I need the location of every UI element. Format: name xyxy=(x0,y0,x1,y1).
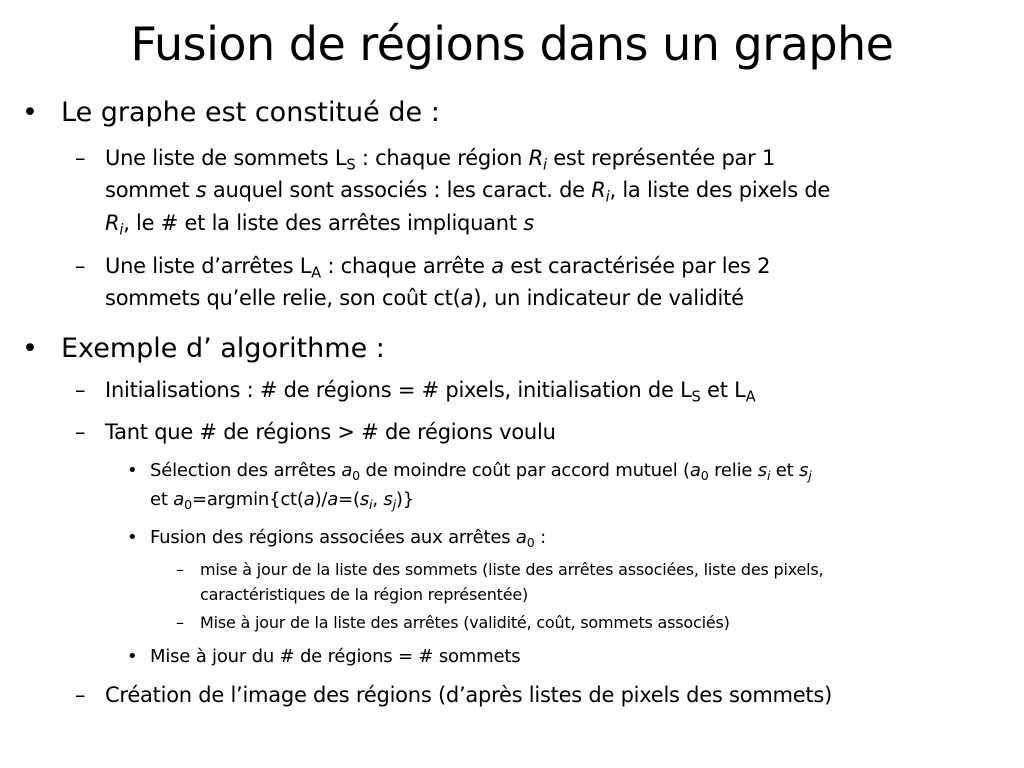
item-region-count-update: Mise à jour du # de régions = # sommets xyxy=(150,646,521,667)
dash-marker: – xyxy=(75,146,86,170)
bullet-marker: • xyxy=(22,333,38,364)
item-edge-selection: Sélection des arrêtes $a_0$ de moindre coût par accord mutuel ($a_0$ relie $s_i$ et $s_j$ xyxy=(150,460,812,483)
item-edge-selection-line2: et $a_0=argmin\{ct(a)/a=(s_i$, $s_j$)} xyxy=(150,489,414,512)
sub-bullet-vertex-list-line3: $R_i$, le # et la liste des arrêtes impliquant s xyxy=(105,211,534,239)
slide-title: Fusion de régions dans un graphe xyxy=(130,17,894,71)
sub-bullet-vertex-list: Une liste de sommets $L_S$ : chaque région $R_i$ est représentée par 1 xyxy=(105,146,776,174)
bullet-graph-structure: Le graphe est constitué de : xyxy=(61,97,440,128)
sub-bullet-vertex-list-line2: sommet s auquel sont associés : les caract. de $R_i$, la liste des pixels de xyxy=(105,178,831,206)
dash-marker: – xyxy=(176,560,184,579)
item-region-fusion: Fusion des régions associées aux arrêtes $a_0$ : xyxy=(150,527,546,550)
sub-bullet-edge-list-line2: sommets qu’elle relie, son coût ct(a), un indicateur de validité xyxy=(105,286,744,310)
sub-item-edge-update: Mise à jour de la liste des arrêtes (validité, coût, sommets associés) xyxy=(200,613,730,632)
dash-marker: – xyxy=(75,683,86,707)
bullet-marker: • xyxy=(22,97,38,128)
dash-marker: – xyxy=(75,254,86,278)
sub-item-vertex-update: mise à jour de la liste des sommets (liste des arrêtes associées, liste des pixels, xyxy=(200,560,824,579)
sub-item-vertex-update-line2: caractéristiques de la région représentée) xyxy=(200,585,529,604)
sub-bullet-while-loop: Tant que # de régions > # de régions voulu xyxy=(105,420,556,444)
bullet-marker: • xyxy=(127,527,138,548)
sub-bullet-image-creation: Création de l’image des régions (d’après listes de pixels des sommets) xyxy=(105,683,833,707)
bullet-marker: • xyxy=(127,460,138,481)
dash-marker: – xyxy=(75,420,86,444)
sub-bullet-edge-list: Une liste d’arrêtes $L_A$ : chaque arrête a est caractérisée par les 2 xyxy=(105,254,771,282)
bullet-marker: • xyxy=(127,646,138,667)
dash-marker: – xyxy=(176,613,184,632)
sub-bullet-initialisations: Initialisations : # de régions = # pixels, initialisation de $L_S$ et $L_A$ xyxy=(105,378,756,406)
dash-marker: – xyxy=(75,378,86,402)
bullet-algorithm-example: Exemple d’ algorithme : xyxy=(61,333,385,364)
